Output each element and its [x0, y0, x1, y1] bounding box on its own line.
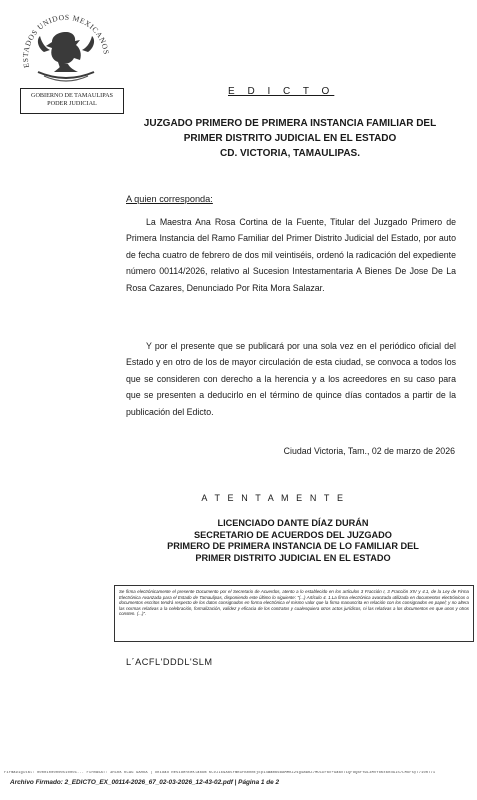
signatory-court-line1: PRIMERO DE PRIMERA INSTANCIA DE LO FAMILIAR DEL: [167, 541, 419, 552]
signed-file-footer: Archivo Firmado: 2_EDICTO_EX_00114-2026_67_02-03-2026_12-43-02.pdf | Página 1 de 2: [10, 779, 280, 786]
body-paragraph-2: Y por el presente que se publicará por una sola vez en el periódico oficial del Estado y en otro de los de mayor circulación de esta ciudad, se convoca a todos los que se consideren con derecho a la herencia y a los acreedores en su caso para que se presenten a deducirlo en el término de quince días contados a partir de la publicación del Edicto.: [126, 341, 456, 417]
signatory-title: SECRETARIO DE ACUERDOS DEL JUZGADO: [194, 529, 392, 540]
government-name: GOBIERNO DE TAMAULIPAS: [30, 92, 113, 99]
seal-ring-text: ESTADOS UNIDOS MEXICANOS: [20, 12, 111, 69]
closing: A T E N T A M E N T E: [201, 493, 346, 503]
reference-initials: L´ACFL'DDDL'SLM: [126, 657, 213, 667]
government-label-box: [20, 88, 124, 114]
certificate-string: FirmaDigital: 00001000000510001... FirmaSAT: 3HCKK KCAG GAHOA | Unidad ResidenteKlabkm KCvJIk9Ab5rmKGfB0hmtjEpi4Wamb68AMMnZ2sg4AWRZ7MOCDFbc+GaBx7iQFdQBFYwL3MvfoKx6ndGIS7LMkF5yT7i0RT71: [4, 771, 436, 775]
salutation: A quien corresponda:: [126, 194, 213, 204]
mexican-coat-of-arms-icon: [16, 10, 116, 92]
document-title: E D I C T O: [228, 86, 335, 97]
place-and-date: Ciudad Victoria, Tam., 02 de marzo de 2026: [283, 446, 455, 456]
court-heading-line2: PRIMER DISTRITO JUDICIAL EN EL ESTADO: [183, 133, 397, 144]
court-heading-line1: JUZGADO PRIMERO DE PRIMERA INSTANCIA FAMILIAR DEL: [143, 118, 437, 129]
judicial-branch-name: PODER JUDICIAL: [47, 99, 97, 107]
body-paragraph-1: La Maestra Ana Rosa Cortina de la Fuente, Titular del Juzgado Primero de Primera Instancia del Ramo Familiar del Primer Distrito Judicial del Estado, por auto de fecha cuatro de febrero de dos mil veintiséis, ordenó la radicación del expediente número 00114/2026, relativo al Sucesion Intestamentaria A Bienes De Jose De La Rosa Cazares, Denunciado Por Rita Mora Salazar.: [126, 217, 456, 293]
signatory-court-line2: PRIMER DISTRITO JUDICIAL EN EL ESTADO: [195, 552, 391, 563]
court-heading: [130, 116, 450, 161]
coat-of-arms-seal: [16, 10, 116, 92]
signatory-name: LICENCIADO DANTE DÍAZ DURÁN: [217, 518, 369, 528]
signatory-block: [128, 518, 458, 564]
electronic-signature-notice: Se firma electrónicamente el presente Documento por el Secretario de Acuerdos, atento a lo establecido en los artículos 3 Fracción I, 3 Fracción XIV y 4.1, de la Ley de Firma Electrónica Avanzada para el Estado de Tamaulipas, disponiendo este último lo siguiente: "(...) Artículo 4. 1.La firma electrónica avanzada utilizada en documentos electrónicos o documentos escritos tendrá respecto de los datos consignados en forma electrónica el mismo valor que la firma manuscrita en relación con los consignados en papel; y no altera las normas relativas a la celebración, formalización, validez y eficacia de los contratos y cualesquiera otros actos jurídicos, ni las relativas a los documentos en que unos y otros consten. (...)".: [114, 585, 474, 642]
court-heading-line3: CD. VICTORIA, TAMAULIPAS.: [220, 148, 360, 159]
